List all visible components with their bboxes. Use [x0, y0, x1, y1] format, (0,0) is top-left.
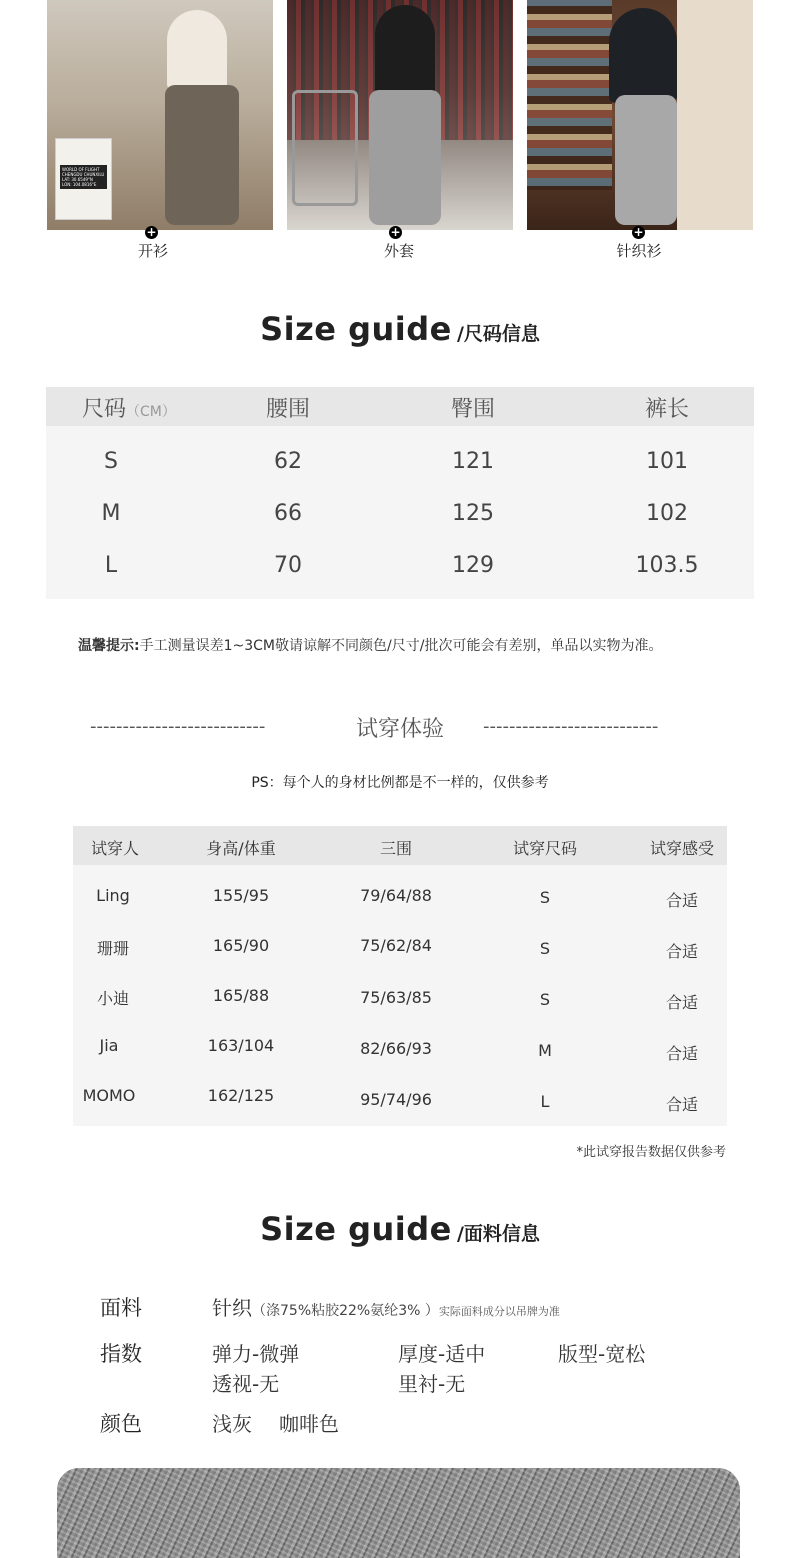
- fit-section-title: 试穿体验: [355, 717, 444, 742]
- size-cell: 62: [274, 449, 302, 474]
- fabric-value: 针织（涤75%粘胶22%氨纶3% ）实际面料成分以吊牌为准: [212, 1296, 560, 1320]
- color-option: 咖啡色: [279, 1412, 339, 1436]
- photo-knit: [527, 0, 753, 230]
- header-tester: 试穿人: [90, 839, 139, 858]
- photo-caption: 针织衫: [616, 242, 662, 260]
- divider-right: ---------------------------: [483, 716, 659, 737]
- header-waist: 腰围: [265, 397, 310, 422]
- fit-ps-note: PS：每个人的身材比例都是不一样的，仅供参考: [251, 775, 549, 791]
- divider-left: ---------------------------: [90, 716, 266, 737]
- fit-cell: 合适: [665, 942, 698, 961]
- size-table: [46, 387, 754, 599]
- fit-cell: Ling: [96, 886, 130, 905]
- size-cell: L: [104, 553, 118, 578]
- fit-cell: L: [540, 1092, 550, 1111]
- plus-icon[interactable]: +: [390, 225, 401, 239]
- size-guide-title: Size guide /尺码信息: [260, 310, 540, 348]
- color-label: 颜色: [100, 1412, 142, 1436]
- fit-cell: 合适: [665, 1095, 698, 1114]
- header-measurements: 三围: [379, 839, 412, 858]
- fit-cell: 75/62/84: [360, 936, 432, 955]
- fit-cell: 合适: [665, 891, 698, 910]
- fit-cell: MOMO: [82, 1086, 136, 1105]
- fit-cell: 小迪: [96, 989, 129, 1008]
- fit-cell: Jia: [99, 1036, 119, 1055]
- index-item: 透视-无: [212, 1372, 280, 1396]
- size-cell: S: [104, 449, 118, 474]
- fit-cell: S: [539, 888, 551, 907]
- index-item: 版型-宽松: [558, 1342, 646, 1366]
- size-cell: 70: [274, 553, 302, 578]
- size-cell: 66: [274, 501, 302, 526]
- index-item: 里衬-无: [398, 1372, 466, 1396]
- fit-cell: M: [538, 1041, 552, 1060]
- photo-caption: 外套: [383, 242, 414, 260]
- size-cell: M: [101, 501, 121, 526]
- index-item: 弹力-微弹: [212, 1342, 300, 1366]
- header-height-weight: 身高/体重: [206, 839, 276, 858]
- measurement-tip: 温馨提示:手工测量误差1~3CM敬请谅解不同颜色/尺寸/批次可能会有差别，单品以实物为准。: [78, 638, 663, 654]
- fit-table: [73, 826, 727, 1126]
- fit-cell: 162/125: [207, 1086, 275, 1105]
- fit-cell: 165/90: [212, 936, 270, 955]
- size-cell: 101: [646, 449, 688, 474]
- fit-cell: 珊珊: [96, 939, 129, 958]
- fit-cell: 95/74/96: [360, 1090, 432, 1109]
- size-cell: 125: [452, 501, 494, 526]
- fit-report-note: *此试穿报告数据仅供参考: [576, 1145, 726, 1160]
- fabric-texture-image: [57, 1468, 740, 1558]
- photo-cardigan: [47, 0, 273, 230]
- fabric-guide-title: Size guide /面料信息: [260, 1210, 540, 1248]
- fit-cell: S: [539, 990, 551, 1009]
- index-label: 指数: [100, 1342, 142, 1366]
- shopping-bag: WORLD OF FLIGHT CHENGDU CHUNXILU LAT: 30.6549°N LON: 104.0816°E: [55, 138, 112, 220]
- header-size: 尺码（CM）: [82, 397, 176, 422]
- size-cell: 121: [452, 449, 494, 474]
- index-item: 厚度-适中: [398, 1342, 486, 1366]
- fit-cell: 合适: [665, 1044, 698, 1063]
- size-cell: 102: [646, 501, 688, 526]
- header-hip: 臀围: [450, 397, 495, 422]
- fit-cell: 79/64/88: [360, 886, 432, 905]
- plus-icon[interactable]: +: [633, 225, 644, 239]
- size-cell: 129: [452, 553, 494, 578]
- fit-cell: 163/104: [207, 1036, 275, 1055]
- header-fit-feel: 试穿感受: [649, 839, 714, 858]
- fit-cell: 165/88: [212, 986, 270, 1005]
- fit-cell: S: [539, 939, 551, 958]
- header-length: 裤长: [644, 397, 689, 422]
- header-fit-size: 试穿尺码: [512, 839, 577, 858]
- plus-icon[interactable]: +: [146, 225, 157, 239]
- fit-cell: 合适: [665, 993, 698, 1012]
- photo-vest: [287, 0, 513, 230]
- fit-cell: 82/66/93: [360, 1039, 432, 1058]
- photo-caption: 开衫: [137, 242, 168, 260]
- color-option: 浅灰: [212, 1412, 252, 1436]
- size-cell: 103.5: [635, 553, 699, 578]
- fit-cell: 75/63/85: [360, 988, 432, 1007]
- fit-cell: 155/95: [212, 886, 270, 905]
- fabric-label: 面料: [100, 1296, 142, 1320]
